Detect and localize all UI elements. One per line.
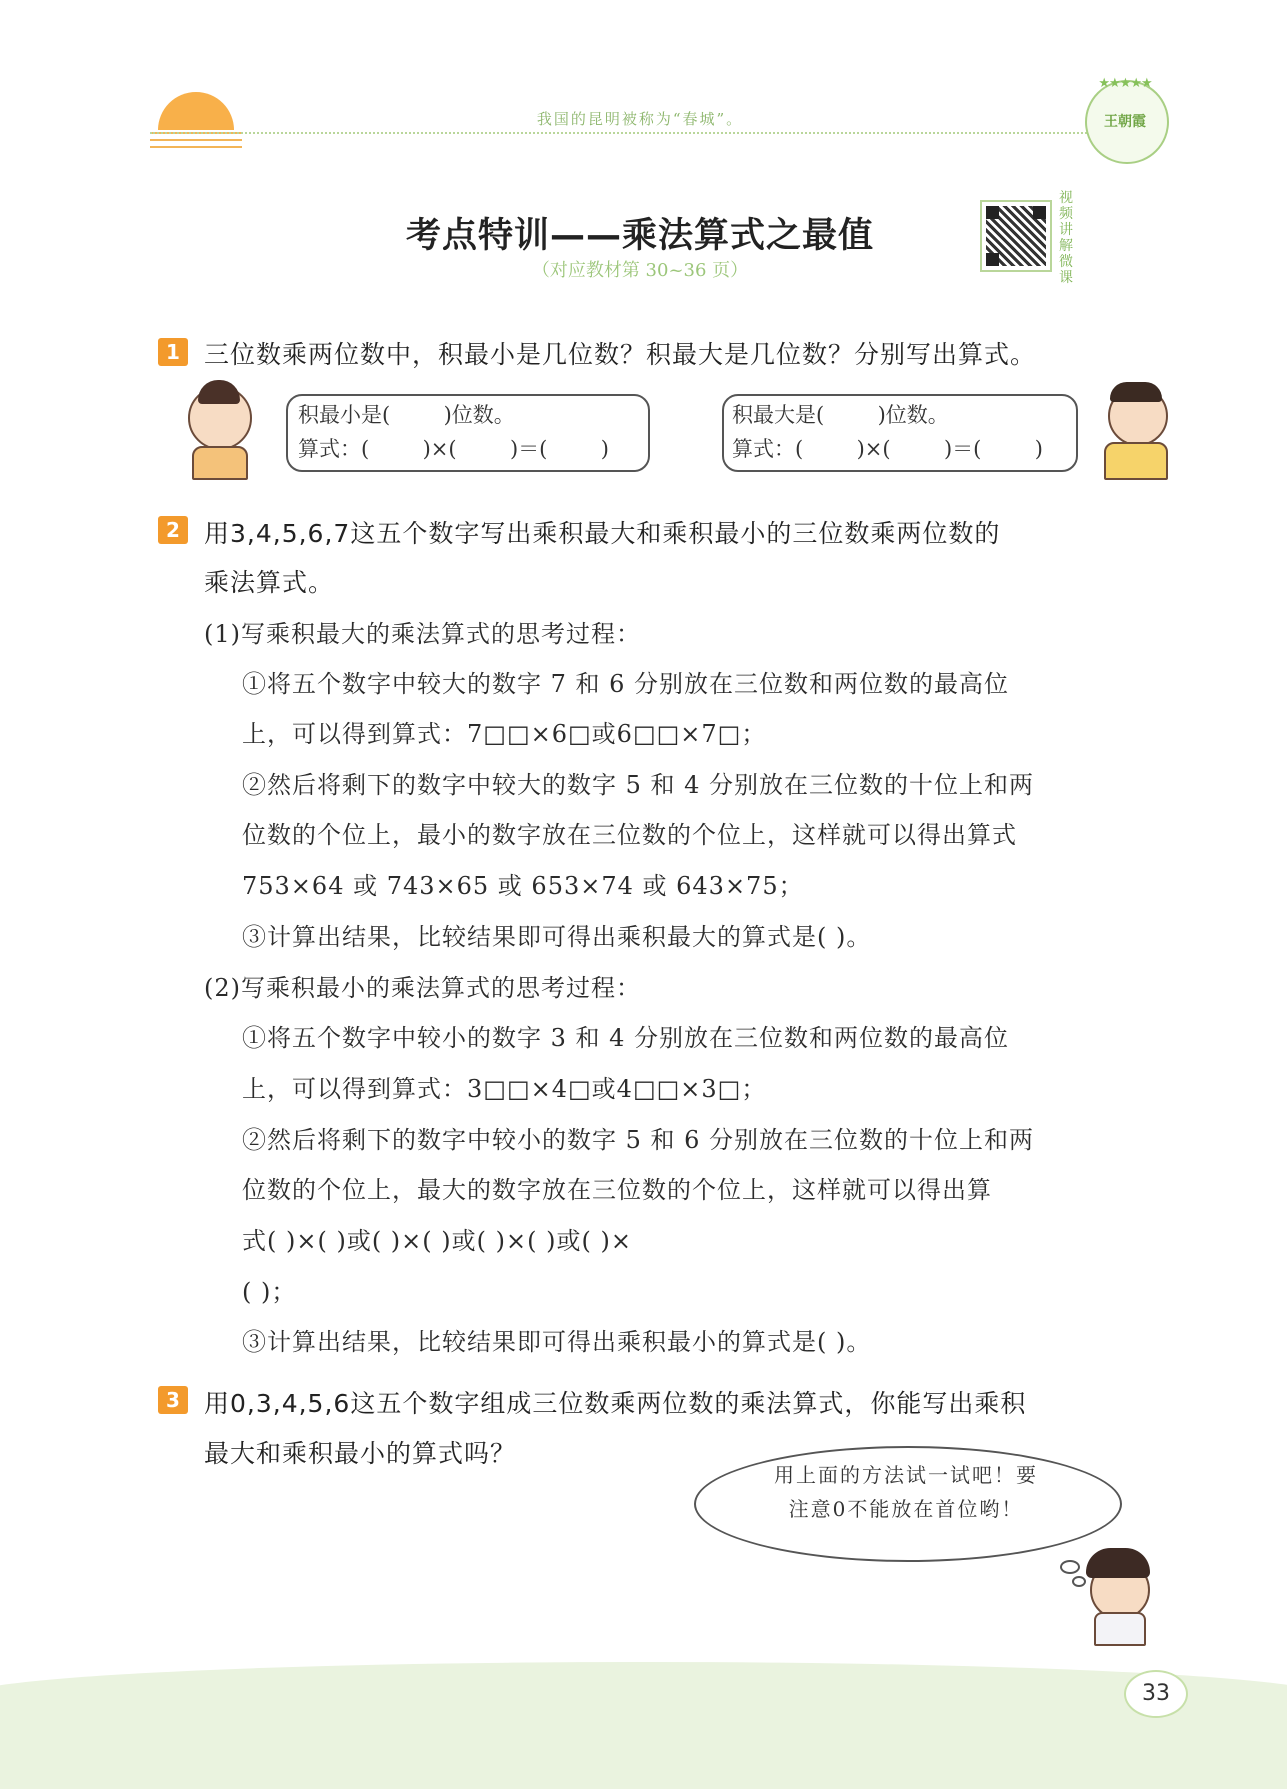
sun-decoration: [158, 92, 234, 130]
cloud-bubble-tiny: [1072, 1576, 1086, 1587]
bubble-min-line1: 积最小是( )位数。: [298, 403, 515, 427]
q2-line-7: ③计算出结果，比较结果即可得出乘积最大的算式是( )。: [242, 923, 872, 951]
qr-pattern: [986, 206, 1046, 266]
qr-label: 视频讲解微课: [1059, 190, 1073, 286]
q2-line-10: 上，可以得到算式：3□□×4□或4□□×3□；: [242, 1075, 767, 1103]
q2-line-14: ( )；: [242, 1278, 297, 1306]
cloud-line2: 注意0不能放在首位哟！: [788, 1497, 1024, 1521]
question-2-text-line2: 乘法算式。: [204, 568, 335, 597]
q2-line-13: 式( )×( )或( )×( )或( )×( )或( )×: [242, 1227, 632, 1255]
bubble-min-line2: 算式：( )×( )＝( ): [298, 437, 609, 461]
q2-line-8: (2)写乘积最小的乘法算式的思考过程：: [204, 974, 641, 1002]
girl-thinking-hair: [1086, 1548, 1150, 1578]
star-icon-row: ★★★★★: [1098, 76, 1152, 91]
q2-line-1: (1)写乘积最大的乘法算式的思考过程：: [204, 620, 641, 648]
q2-line-9: ①将五个数字中较小的数字 3 和 4 分别放在三位数和两位数的最高位: [242, 1024, 1010, 1052]
page-number: 33: [1124, 1670, 1188, 1718]
page-subtitle: （对应教材第 30~36 页）: [531, 260, 749, 281]
question-1-text: 三位数乘两位数中，积最小是几位数？积最大是几位数？分别写出算式。: [204, 340, 1037, 369]
header-dotted-line: [150, 132, 1155, 134]
question-3-text-line2: 最大和乘积最小的算式吗？: [204, 1439, 517, 1468]
question-3-text-line1: 用0,3,4,5,6这五个数字组成三位数乘两位数的乘法算式，你能写出乘积: [204, 1389, 1027, 1418]
cloud-line1: 用上面的方法试一试吧！要: [774, 1463, 1038, 1487]
q2-line-5: 位数的个位上，最小的数字放在三位数的个位上，这样就可以得出算式: [242, 821, 1017, 849]
question-2-text-line1: 用3,4,5,6,7这五个数字写出乘积最大和乘积最小的三位数乘两位数的: [204, 519, 1001, 548]
question-number-1: 1: [158, 338, 188, 366]
q2-line-11: ②然后将剩下的数字中较小的数字 5 和 6 分别放在三位数的十位上和两: [242, 1126, 1035, 1154]
bubble-max-line2: 算式：( )×( )＝( ): [732, 437, 1043, 461]
q2-line-2: ①将五个数字中较大的数字 7 和 6 分别放在三位数和两位数的最高位: [242, 670, 1010, 698]
question-number-3: 3: [158, 1386, 188, 1414]
page-title: 考点特训——乘法算式之最值: [405, 216, 874, 256]
brand-name: 王朝霞: [1104, 114, 1146, 130]
q2-line-3: 上，可以得到算式：7□□×6□或6□□×7□；: [242, 720, 767, 748]
girl-hair: [198, 380, 240, 404]
qr-code[interactable]: [980, 200, 1052, 272]
cloud-bubble-small: [1060, 1560, 1080, 1574]
footer-ground: [0, 1690, 1287, 1789]
question-number-2: 2: [158, 516, 188, 544]
q2-line-4: ②然后将剩下的数字中较大的数字 5 和 4 分别放在三位数的十位上和两: [242, 771, 1035, 799]
q2-line-6: 753×64 或 743×65 或 653×74 或 643×75；: [242, 872, 804, 900]
bubble-max-line1: 积最大是( )位数。: [732, 403, 949, 427]
boy-hair: [1110, 382, 1162, 402]
boy-body: [1104, 442, 1168, 480]
header-motto: 我国的昆明被称为“春城”。: [536, 110, 744, 128]
sun-reflection-lines: [150, 132, 242, 146]
q2-line-12: 位数的个位上，最大的数字放在三位数的个位上，这样就可以得出算: [242, 1176, 992, 1204]
girl-thinking-body: [1094, 1612, 1146, 1646]
q2-line-15: ③计算出结果，比较结果即可得出乘积最小的算式是( )。: [242, 1328, 872, 1356]
girl-body: [192, 446, 248, 480]
